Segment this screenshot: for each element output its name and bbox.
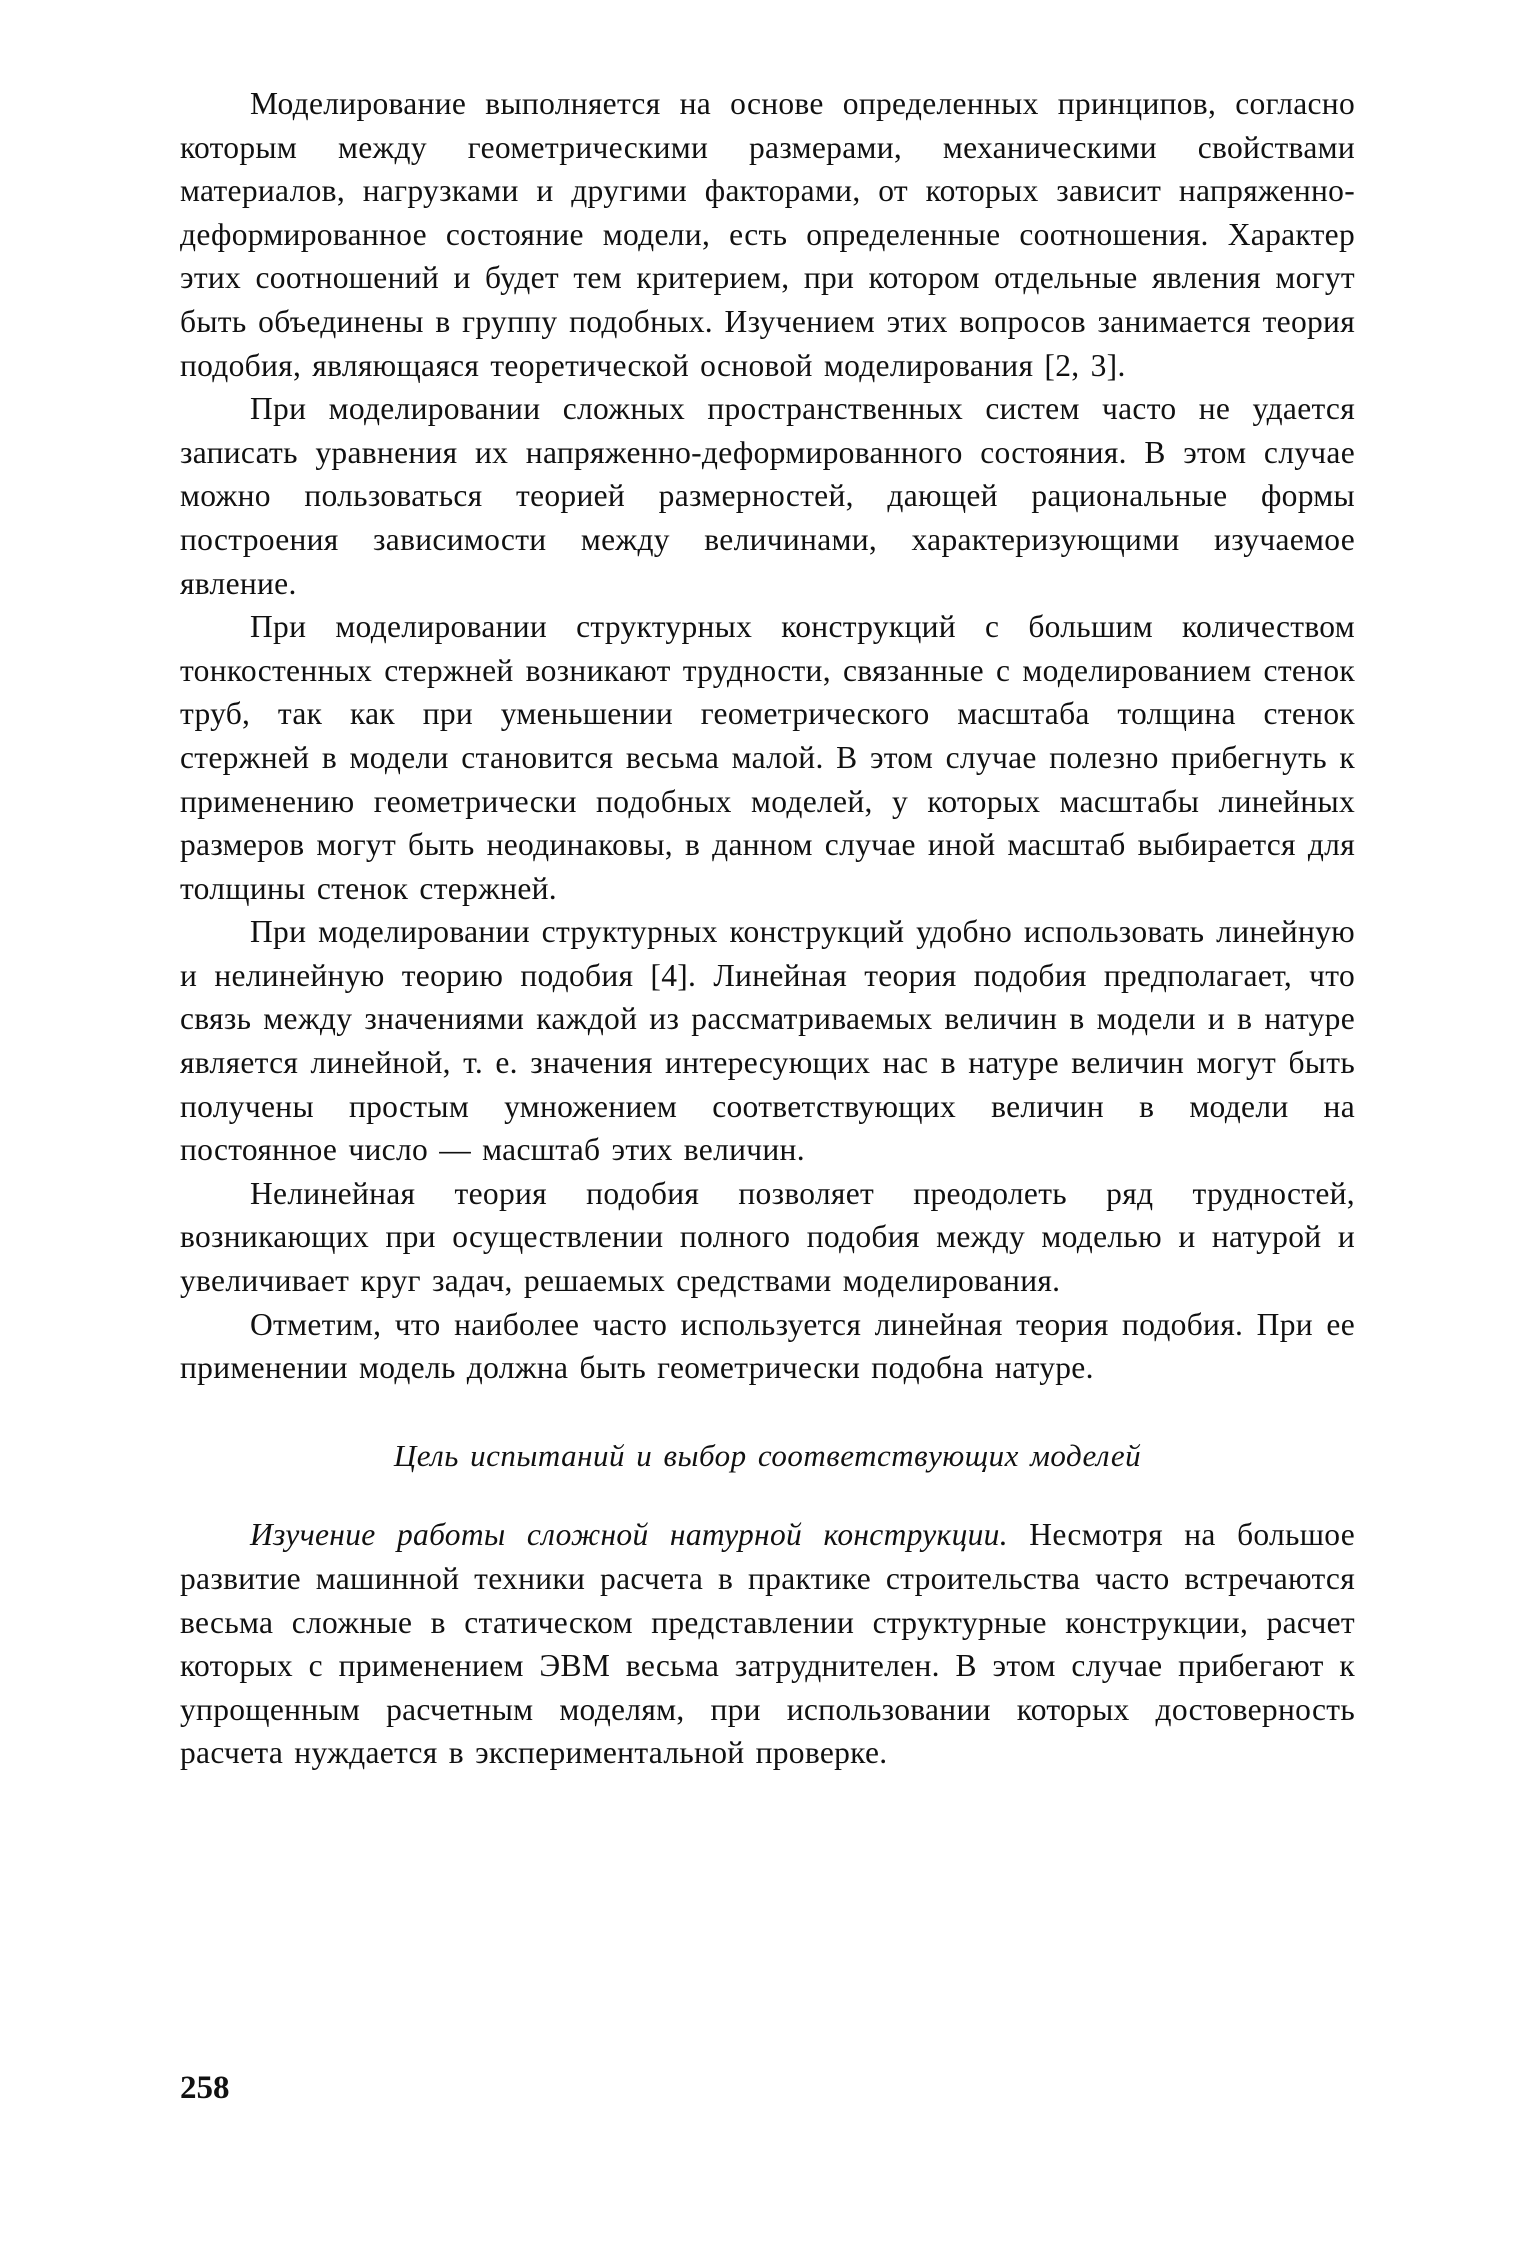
paragraph-6: Отметим, что наиболее часто используется линейная теория подобия. При ее применении модель должна быть геометрически подобна натуре. bbox=[180, 1306, 1355, 1386]
body-text bbox=[180, 82, 1355, 1775]
page-number: 258 bbox=[180, 2070, 230, 2106]
paragraph-3: При моделировании структурных конструкций с большим количеством тонкостенных стержней возникают трудности, связанные с моделированием стенок труб, так как при уменьшении геометрического масштаба толщина стенок стержней в модели становится весьма малой. В этом случае полезно прибегнуть к применению геометрически подобных моделей, у которых масштабы линейных размеров могут быть неодинаковы, в данном случае иной масштаб выбирается для толщины стенок стержней. bbox=[180, 609, 1355, 906]
paragraph-4: При моделировании структурных конструкций удобно использовать линейную и нелинейную теорию подобия [4]. Линейная теория подобия предполагает, что связь между значениями каждой из рассматриваемых величин в модели и в натуре является линейной, т. е. значения интересующих нас в натуре величин могут быть получены простым умножением соответствующих величин в модели на постоянное число — масштаб этих величин. bbox=[180, 914, 1355, 1168]
paragraph-5: Нелинейная теория подобия позволяет преодолеть ряд трудностей, возникающих при осуществлении полного подобия между моделью и натурой и увеличивает круг задач, решаемых средствами моделирования. bbox=[180, 1175, 1355, 1299]
section-heading: Цель испытаний и выбор соответствующих моделей bbox=[393, 1437, 1142, 1473]
paragraph-7 bbox=[180, 1513, 1355, 1775]
paragraph-7-text: Несмотря на большое развитие машинной техники расчета в практике строительства часто встречаются весьма сложные в статическом представлении структурные конструкции, расчет которых с применением ЭВМ весьма затруднителен. В этом случае прибегают к упрощенным расчетным моделям, при использовании которых достоверность расчета нуждается в экспериментальной проверке. bbox=[180, 1517, 1355, 1771]
paragraph-7-lead: Изучение работы сложной натурной конструкции. bbox=[250, 1517, 1008, 1553]
paragraph-1: Моделирование выполняется на основе определенных принципов, согласно которым между геометрическими размерами, механическими свойствами материалов, нагрузками и другими факторами, от которых зависит напряженно-деформированное состояние модели, есть определенные соотношения. Характер этих соотношений и будет тем критерием, при котором отдельные явления могут быть объединены в группу подобных. Изучением этих вопросов занимается теория подобия, являющаяся теоретической основой моделирования [2, 3]. bbox=[180, 86, 1355, 383]
paragraph-2: При моделировании сложных пространственных систем часто не удается записать уравнения их напряженно-деформированного состояния. В этом случае можно пользоваться теорией размерностей, дающей рациональные формы построения зависимости между величинами, характеризующими изучаемое явление. bbox=[180, 391, 1355, 601]
